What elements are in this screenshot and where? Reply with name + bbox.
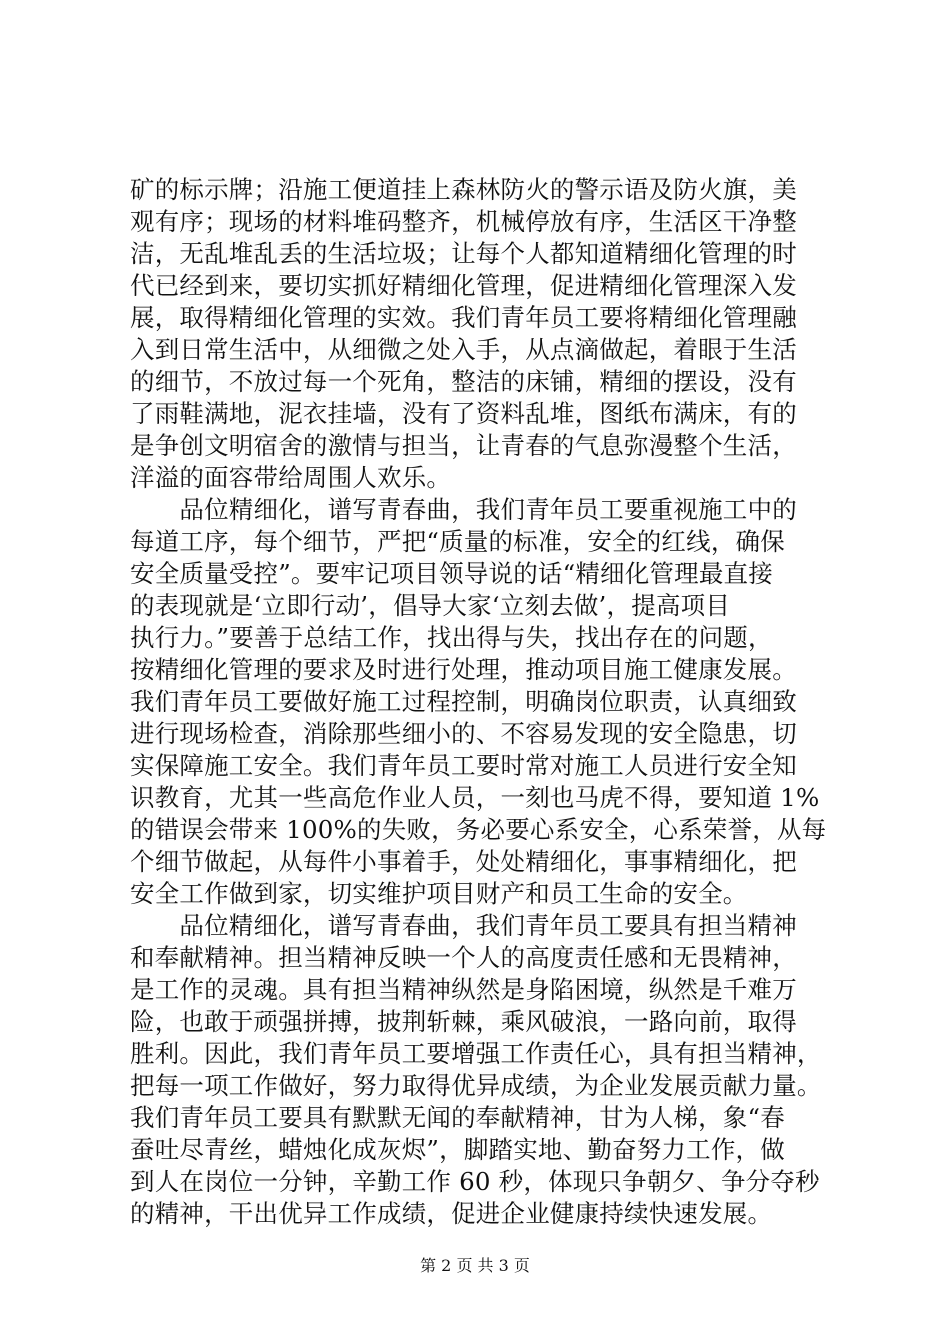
text-line: 识教育，尤其一些高危作业人员，一刻也马虎不得，要知道 1% <box>130 783 820 812</box>
paragraph-start-line: 品位精细化，谱写青春曲，我们青年员工要具有担当精神 <box>130 911 797 940</box>
text-line: 个细节做起，从每件小事着手，处处精细化，事事精细化，把 <box>130 847 797 876</box>
text-line: 实保障施工安全。我们青年员工要时常对施工人员进行安全知 <box>130 751 797 780</box>
text-line: 的细节，不放过每一个死角，整洁的床铺，精细的摆设，没有 <box>130 367 797 396</box>
text-line: 入到日常生活中，从细微之处入手，从点滴做起，着眼于生活 <box>130 335 797 364</box>
text-line: 的精神，干出优异工作成绩，促进企业健康持续快速发展。 <box>130 1199 773 1228</box>
page-number-footer: 第 2 页 共 3 页 <box>420 1256 530 1275</box>
text-line: 执行力。”要善于总结工作，找出得与失，找出存在的问题， <box>130 623 773 652</box>
text-line: 安全质量受控”。要牢记项目领导说的话“精细化管理最直接 <box>130 559 773 588</box>
text-line: 洁，无乱堆乱丢的生活垃圾；让每个人都知道精细化管理的时 <box>130 239 797 268</box>
text-line: 是工作的灵魂。具有担当精神纵然是身陷困境，纵然是千难万 <box>130 975 797 1004</box>
text-line: 了雨鞋满地，泥衣挂墙，没有了资料乱堆，图纸布满床，有的 <box>130 399 797 428</box>
text-line: 安全工作做到家，切实维护项目财产和员工生命的安全。 <box>130 879 748 908</box>
text-line: 和奉献精神。担当精神反映一个人的高度责任感和无畏精神， <box>130 943 797 972</box>
paragraph-start-line: 品位精细化，谱写青春曲，我们青年员工要重视施工中的 <box>130 495 797 524</box>
text-line: 蚕吐尽青丝，蜡烛化成灰烬”，脚踏实地、勤奋努力工作，做 <box>130 1135 785 1164</box>
text-line: 我们青年员工要做好施工过程控制，明确岗位职责，认真细致 <box>130 687 797 716</box>
text-line: 观有序；现场的材料堆码整齐，机械停放有序，生活区干净整 <box>130 207 797 236</box>
text-line: 按精细化管理的要求及时进行处理，推动项目施工健康发展。 <box>130 655 797 684</box>
text-line: 代已经到来，要切实抓好精细化管理，促进精细化管理深入发 <box>130 271 797 300</box>
document-body <box>130 174 845 1230</box>
text-line: 展，取得精细化管理的实效。我们青年员工要将精细化管理融 <box>130 303 797 332</box>
text-line: 我们青年员工要具有默默无闻的奉献精神，甘为人梯，象“春 <box>130 1103 785 1132</box>
text-line: 的错误会带来 100%的失败，务必要心系安全，心系荣誉，从每 <box>130 815 827 844</box>
text-line: 到人在岗位一分钟，辛勤工作 60 秒，体现只争朝夕、争分夺秒 <box>130 1167 820 1196</box>
text-line: 的表现就是‘立即行动’，倡导大家‘立刻去做’，提高项目 <box>130 591 731 620</box>
text-line: 是争创文明宿舍的激情与担当，让青春的气息弥漫整个生活， <box>130 431 797 460</box>
text-line: 进行现场检查，消除那些细小的、不容易发现的安全隐患，切 <box>130 719 797 748</box>
text-line: 把每一项工作做好，努力取得优异成绩，为企业发展贡献力量。 <box>130 1071 822 1100</box>
text-line: 洋溢的面容带给周围人欢乐。 <box>130 463 452 492</box>
text-line: 矿的标示牌；沿施工便道挂上森林防火的警示语及防火旗，美 <box>130 175 797 204</box>
text-line: 胜利。因此，我们青年员工要增强工作责任心，具有担当精神， <box>130 1039 822 1068</box>
text-line: 险，也敢于顽强拼搏，披荆斩棘，乘风破浪，一路向前，取得 <box>130 1007 797 1036</box>
text-line: 每道工序，每个细节，严把“质量的标准，安全的红线，确保 <box>130 527 785 556</box>
